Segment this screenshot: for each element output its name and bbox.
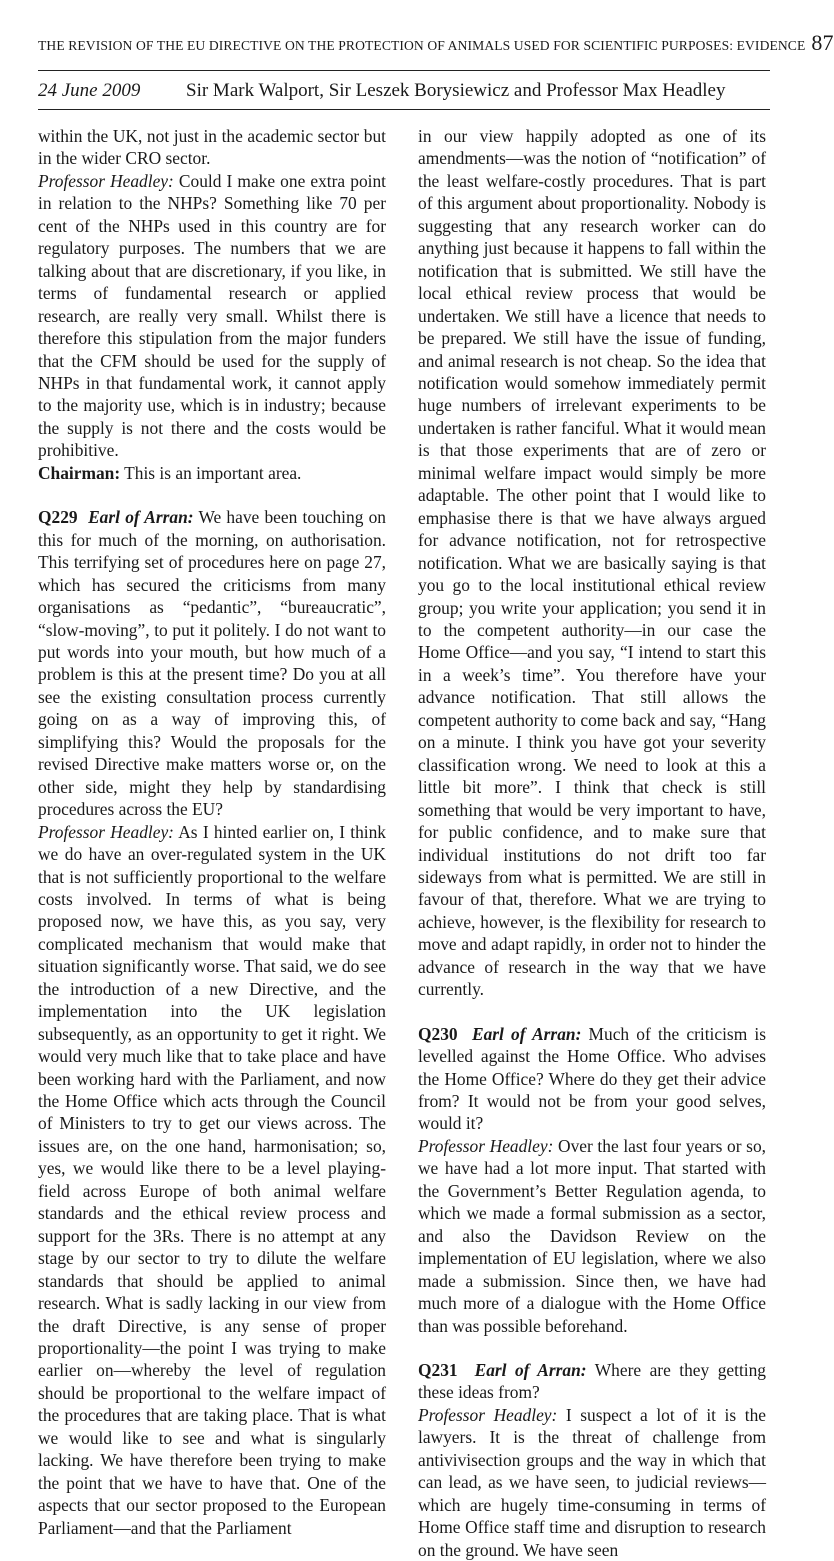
paragraph: within the UK, not just in the academic sector but in the wider CRO sector. — [38, 126, 386, 169]
session-date: 24 June 2009 — [38, 80, 141, 101]
speaker: Professor Headley: — [418, 1135, 554, 1156]
header-rule-top — [38, 70, 770, 71]
speaker: Professor Headley: — [38, 821, 174, 842]
speaker: Earl of Arran: — [471, 1023, 582, 1044]
speaker: Earl of Arran: — [474, 1360, 587, 1381]
speaker: Professor Headley: — [418, 1404, 558, 1425]
question-230: Q230 Earl of Arran: Much of the criticism is levelled against the Home Office. Who advises the Home Office? Where do they get their advice from? It would not be from your good selves, would it? — [418, 1023, 766, 1134]
question-number: Q231 — [418, 1360, 458, 1381]
question-229: Q229 Earl of Arran: We have been touching on this for much of the morning, on authorisation. This terrifying set of procedures here on page 27, which has secured the criticisms from many organisations as “pedantic”, “bureaucratic”, “slow-moving”, to put it politely. I do not want to put words into your mouth, but how much of a problem is this at the present time? Do you at all see the existing consultation process currently going on as a way of improving this, of simplifying this? Would the proposals for the revised Directive make matters worse or, on the other side, might they help by standardising procedures across the EU? — [38, 507, 386, 820]
running-head — [38, 30, 834, 56]
witness-names: Sir Mark Walport, Sir Leszek Borysiewicz and Professor Max Headley — [186, 80, 726, 101]
left-column — [38, 125, 386, 1561]
speaker: Professor Headley: — [38, 170, 174, 191]
running-title: THE REVISION OF THE EU DIRECTIVE ON THE PROTECTION OF ANIMALS USED FOR SCIENTIFIC PURPOSES: EVIDENCE — [38, 38, 806, 53]
answer-229: Professor Headley: As I hinted earlier on, I think we do have an over-regulated system in the UK that is not sufficiently proportional to the welfare costs involved. In terms of what is being proposed now, we have this, as you say, very complicated mechanism that would make that situation significantly worse. That said, we do see the introduction of a new Directive, and the implementation into the UK legislation subsequently, as an opportunity to get it right. We would very much like that to take place and have been working hard with the Parliament, and now the Home Office which acts through the Council of Ministers to try to get our views across. The issues are, on the one hand, harmonisation; so, yes, we would like there to be a level playing-field across Europe of both animal welfare standards and the ethical review process and support for the 3Rs. There is no attempt at any stage by our sector to try to dilute the welfare standards that should be applied to animal research. What is sadly lacking in our view from the draft Directive, is any sense of proper proportionality—the point I was trying to make earlier on—whereby the level of regulation should be proportional to the welfare impact of the procedures that are taking place. That is what we would like to see and what is singularly lacking. We have therefore been trying to make the point that we have to have that. One of the aspects that our sector proposed to the European Parliament—and that the Parliament — [38, 821, 386, 1538]
paragraph: in our view happily adopted as one of its amendments—was the notion of “notification” of the least welfare-costly procedures. That is part of this argument about proportionality. Nobody is suggesting that any research worker can do anything just because it happens to fall within the notification that is submitted. We still have the local ethical review process that would be undertaken. We still have a licence that needs to be prepared. We still have the issue of funding, and animal research is not cheap. So the idea that notification would somehow immediately permit huge numbers of irrelevant experiments to be undertaken is rather fanciful. What it would mean is that those experiments that are of zero or minimal welfare impact would simply be more adaptable. The other point that I would like to emphasise there is that we have always argued for advance notification, not for retrospective notification. What we are basically saying is that you go to the local institutional ethical review group; you write your application; you send it in to the competent authority—in our case the Home Office—and you say, “I intend to start this in a week’s time”. You therefore have your advance notification. That still allows the competent authority to come back and say, “Hang on a minute. I think you have got your severity classification wrong. We need to look at this a little bit more”. I think that check is still something that would be very important to have, for public confidence, and to make sure that individual institutions do not drift too far sideways from what is permitted. We are still in favour of that, therefore. What we are trying to achieve, however, is the flexibility for research to move and adapt rapidly, in order not to hinder the advance of research in the way that we have currently. — [418, 126, 766, 1000]
header-rule-bottom — [38, 109, 770, 110]
body-columns — [38, 125, 770, 1561]
speaker: Earl of Arran: — [88, 507, 194, 528]
answer-231: Professor Headley: I suspect a lot of it is the lawyers. It is the threat of challenge from antivivisection groups and the way in which that can lead, as we have seen, to judicial reviews—which are hugely time-consuming in terms of Home Office staff time and disruption to research on the ground. We have seen — [418, 1404, 766, 1560]
right-column — [418, 125, 766, 1561]
paragraph: Professor Headley: Could I make one extra point in relation to the NHPs? Something like 70 per cent of the NHPs used in this country are for regulatory purposes. The numbers that we are talking about that are discretionary, if you like, in terms of fundamental research or applied research, are really very small. Whilst there is therefore this stipulation from the major funders that the CFM should be used for the supply of NHPs in that fundamental work, it cannot apply to the majority use, which is in industry; because the supply is not there and the costs would be prohibitive. — [38, 170, 386, 461]
paragraph: Chairman: This is an important area. — [38, 462, 302, 483]
page-number: 87 — [811, 30, 834, 55]
question-231: Q231 Earl of Arran: Where are they getting these ideas from? — [418, 1360, 767, 1403]
question-number: Q229 — [38, 507, 78, 528]
session-line — [38, 80, 770, 102]
question-number: Q230 — [418, 1023, 458, 1044]
answer-230: Professor Headley: Over the last four years or so, we have had a lot more input. That started with the Government’s Better Regulation agenda, to which we made a formal submission as a sector, and also the Davidson Review on the implementation of EU legislation, where we also made a submission. Since then, we have had much more of a dialogue with the Home Office than was possible beforehand. — [418, 1135, 766, 1336]
speaker: Chairman: — [38, 462, 121, 483]
